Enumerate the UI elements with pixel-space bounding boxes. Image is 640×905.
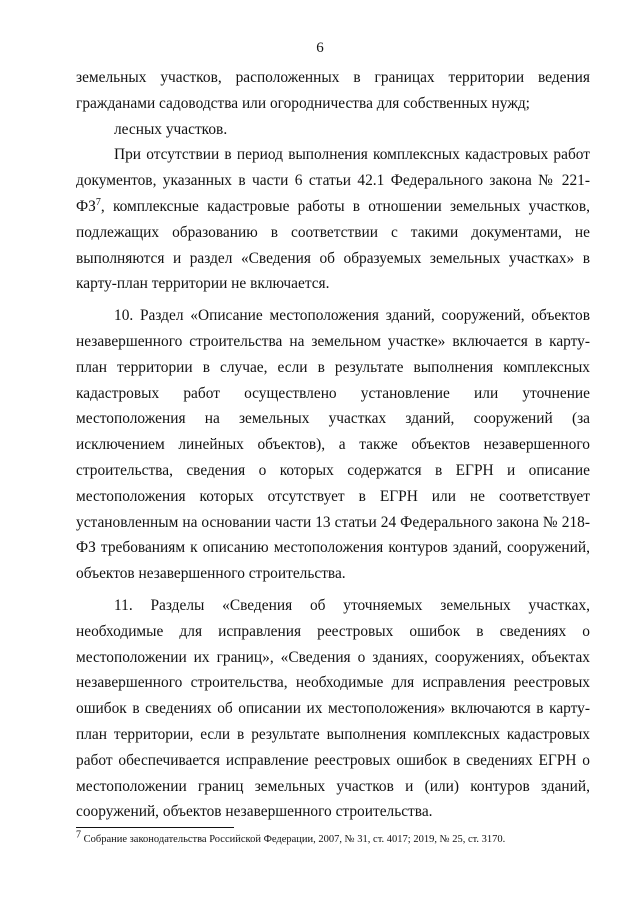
paragraph-absence-text: При отсутствии в период выполнения комплексных кадастровых работ документов, указанных в части 6 статьи 42.1 Федерального закона № 221-ФЗ xyxy=(76,146,590,215)
footnote xyxy=(76,829,596,847)
paragraph-absence-continuation: комплексные кадастровые работы в отношении земельных участков, подлежащих образованию в соответствии с такими документами, не выполняются и раздел «Сведения об образуемых земельных участках» в карту-план территории не включается. xyxy=(76,197,590,293)
paragraph-forest-plots: лесных участков. xyxy=(114,120,228,138)
document-body xyxy=(76,65,590,825)
footnote-reference: 7 xyxy=(95,196,101,208)
paragraph-section-10: 10. Раздел «Описание местоположения зданий, сооружений, объектов незавершенного строительства на земельном участке» включается в карту-план территории в случае, если в результате выполнения комплексных кадастровых работ осуществлено установление или уточнение местоположения на земельных участках зданий, сооружений (за исключением линейных объектов), а также объектов незавершенного строительства, сведения о которых содержатся в ЕГРН и описание местоположения которых отсутствует в ЕГРН или не соответствует установленным на основании части 13 статьи 24 Федерального закона № 218-ФЗ требованиям к описанию местоположения контуров зданий, сооружений, объектов незавершенного строительства. xyxy=(76,307,590,583)
footnote-divider xyxy=(76,827,234,828)
paragraph-land-plots-gardening: земельных участков, расположенных в границах территории ведения гражданами садоводства или огородничества для собственных нужд; xyxy=(76,69,590,112)
paragraph-section-11: 11. Разделы «Сведения об уточняемых земельных участках, необходимые для исправления реестровых ошибок в сведениях о местоположении их границ», «Сведения о зданиях, сооружениях, объектах незавершенного строительства, необходимые для исправления реестровых ошибок в сведениях об описании их местоположения» включаются в карту-план территории, если в результате выполнения комплексных кадастровых работ обеспечивается исправление реестровых ошибок в сведениях ЕГРН о местоположении границ земельных участков и (или) контуров зданий, сооружений, объектов незавершенного строительства. xyxy=(76,596,590,821)
footnote-marker: 7 xyxy=(76,829,81,841)
paragraph-absence-of-documents: При отсутствии в период выполнения комплексных кадастровых работ документов, указанных в части 6 статьи 42.1 Федерального закона № $221-ФЗ^7$, комплексные кадастровые работы в отношении земельных участков, подлежащих образованию в соответствии с такими документами, не выполняются и раздел «Сведения об образуемых земельных участках» в карту-план территории не включается. xyxy=(76,146,590,293)
page-number: 6 xyxy=(316,40,324,56)
footnote-text: Собрание законодательства Российской Федерации, 2007, № 31, ст. 4017; 2019, № 25, ст. 3170. xyxy=(81,834,506,845)
